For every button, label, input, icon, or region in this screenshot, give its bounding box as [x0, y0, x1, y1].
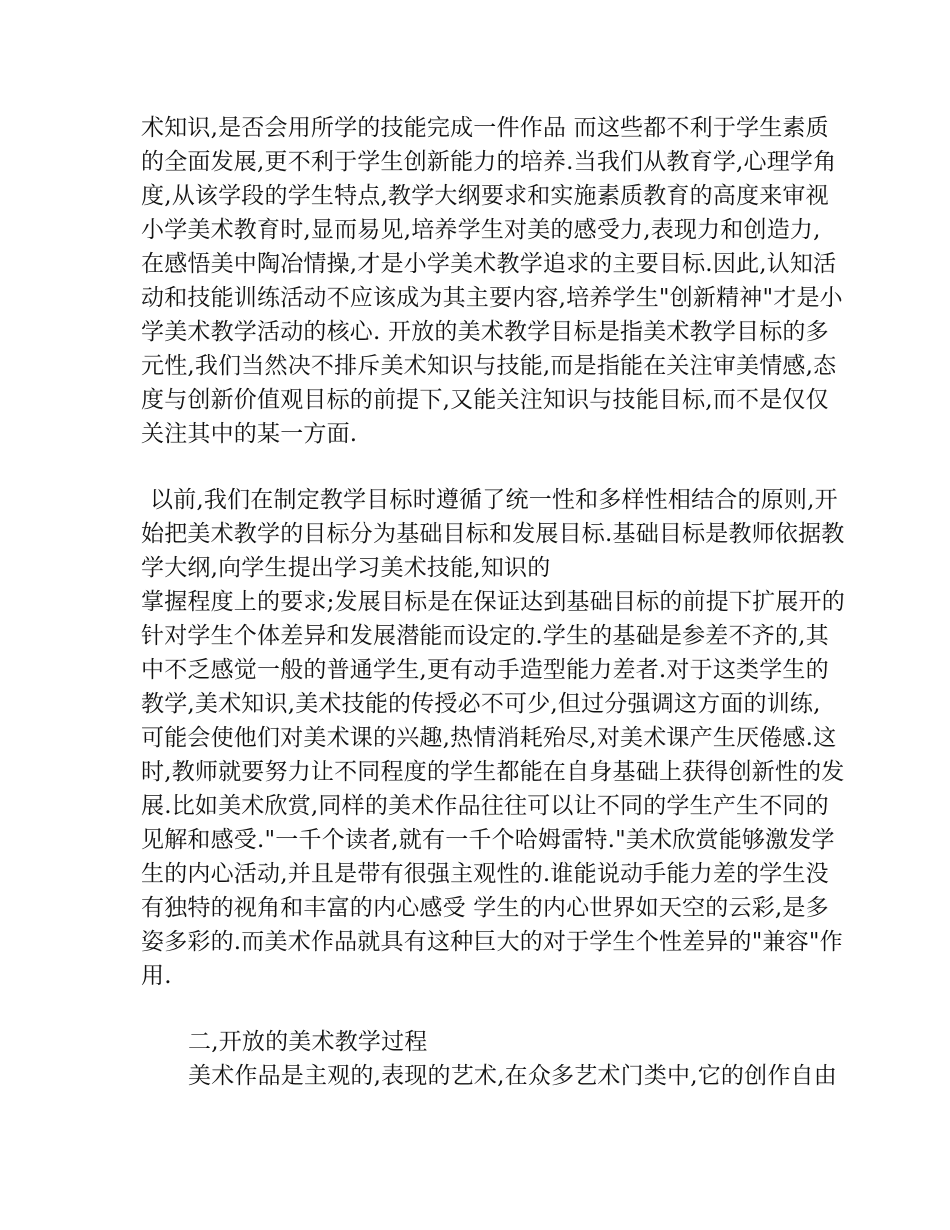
text-line: 生的内心活动,并且是带有很强主观性的.谁能说动手能力差的学生没 — [141, 861, 829, 887]
text-line: 时,教师就要努力让不同程度的学生都能在自身基础上获得创新性的发 — [141, 759, 845, 785]
text-line: 见解和感受."一千个读者,就有一千个哈姆雷特."美术欣赏能够激发学 — [141, 827, 835, 853]
text-line: 掌握程度上的要求;发展目标是在保证达到基础目标的前提下扩展开的 — [141, 589, 845, 615]
text-line: 有独特的视角和丰富的内心感受 学生的内心世界如天空的云彩,是多 — [141, 895, 829, 921]
text-line: 针对学生个体差异和发展潜能而设定的.学生的基础是参差不齐的,其 — [141, 623, 829, 649]
section-heading: 二,开放的美术教学过程 — [188, 1029, 428, 1055]
text-line: 以前,我们在制定教学目标时遵循了统一性和多样性相结合的原则,开 — [150, 487, 838, 513]
text-line: 教学,美术知识,美术技能的传授必不可少,但过分强调这方面的训练, — [141, 691, 821, 717]
text-line: 元性,我们当然决不排斥美术知识与技能,而是指能在关注审美情感,态 — [141, 353, 837, 379]
text-line: 度,从该学段的学生特点,教学大纲要求和实施素质教育的高度来审视 — [141, 183, 829, 209]
text-line: 关注其中的某一方面. — [141, 421, 358, 447]
text-line: 小学美术教育时,显而易见,培养学生对美的感受力,表现力和创造力, — [141, 217, 821, 243]
text-line: 美术作品是主观的,表现的艺术,在众多艺术门类中,它的创作自由 — [188, 1063, 837, 1089]
text-line: 动和技能训练活动不应该成为其主要内容,培养学生"创新精神"才是小 — [141, 285, 843, 311]
text-line: 在感悟美中陶冶情操,才是小学美术教学追求的主要目标.因此,认知活 — [141, 251, 837, 277]
text-line: 度与创新价值观目标的前提下,又能关注知识与技能目标,而不是仅仅 — [141, 387, 829, 413]
text-line: 可能会使他们对美术课的兴趣,热情消耗殆尽,对美术课产生厌倦感.这 — [141, 725, 837, 751]
text-line: 的全面发展,更不利于学生创新能力的培养.当我们从教育学,心理学角 — [141, 149, 837, 175]
text-line: 展.比如美术欣赏,同样的美术作品往往可以让不同的学生产生不同的 — [141, 793, 829, 819]
text-line: 姿多彩的.而美术作品就具有这种巨大的对于学生个性差异的"兼容"作 — [141, 929, 843, 955]
text-line: 用. — [141, 963, 172, 989]
text-line: 学美术教学活动的核心. 开放的美术教学目标是指美术教学目标的多 — [141, 319, 829, 345]
text-line: 始把美术教学的目标分为基础目标和发展目标.基础目标是教师依据教 — [141, 521, 845, 547]
text-line: 中不乏感觉一般的普通学生,更有动手造型能力差者.对于这类学生的 — [141, 657, 829, 683]
text-line: 术知识,是否会用所学的技能完成一件作品 而这些都不利于学生素质 — [141, 115, 829, 141]
text-line: 学大纲,向学生提出学习美术技能,知识的 — [141, 555, 551, 581]
